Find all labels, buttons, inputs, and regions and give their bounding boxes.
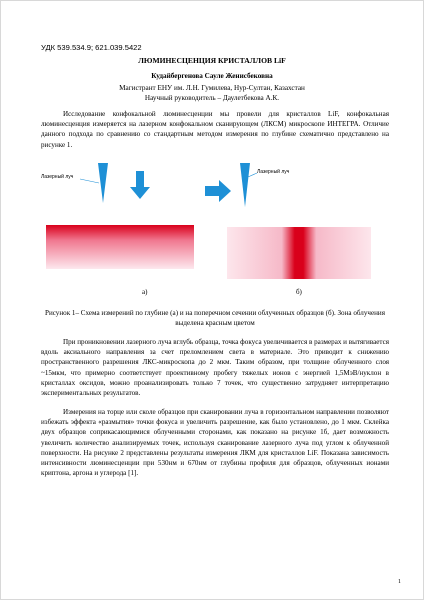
laser-beam-b	[240, 163, 250, 207]
body-paragraph-1: При проникновении лазерного луча вглубь образца, точка фокуса увеличивается в размерах и вытягивается вдоль аксиального направления за счет преломлением света в материале. Это приводит к снижению пространственного разрешения ЛКС-микроскопа до 2 мкм. Таким образом, при толщине облученного слоя ~15мкм, что примерно соответствует проективному пробегу тяжелых ионов с энергией 1,5МэВ/нуклон в кристаллах оксидов, можно проанализировать только 7 точек, что существенно затрудняет интерпретацию экспериментальных результатов.	[41, 338, 389, 398]
figure-1-drawing	[41, 153, 389, 303]
supervisor: Научный руководитель – Даулетбекова А.К.	[144, 94, 280, 102]
laser-label-a: Лазерный луч	[41, 174, 74, 180]
udc-code: УДК 539.534.9; 621.039.5422	[41, 43, 142, 52]
depth-arrow	[130, 171, 150, 199]
laser-label-b: Лазерный луч	[257, 169, 290, 175]
scan-arrow	[205, 180, 231, 202]
page-number: 1	[398, 579, 401, 585]
article-title: ЛЮМИНЕСЦЕНЦИЯ КРИСТАЛЛОВ LiF	[138, 56, 286, 65]
subfigure-b-label: б)	[296, 288, 302, 296]
laser-beam-a	[98, 163, 108, 203]
figure-caption: Рисунок 1– Схема измерений по глубине (а) и на поперечном сечении облученных образцов (б). Зона облучения выделена красным цветом	[45, 309, 385, 328]
affiliation: Магистрант ЕНУ им. Л.Н. Гумилева, Нур-Султан, Казахстан	[119, 84, 305, 92]
pointer-line-b	[248, 173, 257, 177]
sample-a	[46, 225, 194, 269]
pointer-line-a	[80, 179, 99, 183]
body-paragraph-2: Измерения на торце или сколе образцов при сканировании луча в горизонтальном направлении позволяют избежать эффекта «размытия» точки фокуса и увеличить разрешение, как было установлено, до 1 мкм. Склейка двух образцов соприкасающимися облученными сторонами, как показано на рисунке 1б, дает возможность увеличить количество анализируемых точек, используя сканирование лазерного луча под углом к облученной поверхности. На рисунке 2 представлены результаты измерения ЛКМ для кристаллов LiF. Показана зависимость интенсивности люминесценции при 530нм и 670нм от глубины профиля для образцов, облученных ионами криптона, аргона и углерода [1].	[41, 408, 389, 478]
subfigure-a-label: а)	[142, 288, 148, 296]
sample-b	[227, 227, 371, 279]
author-name: Кудайбергенова Сауле Женисбековна	[151, 72, 273, 80]
figure-1	[41, 153, 389, 303]
intro-paragraph: Исследование конфокальной люминесценции мы провели для кристаллов LiF, конфокальная люминесценция измеряется на лазерном конфокальном сканирующем (ЛКСМ) микроскопе ИНТЕГРА. Отличие данного подхода по сравнению со стандартным методом измерения по глубине схематично представлено на рисунке 1.	[41, 110, 389, 149]
